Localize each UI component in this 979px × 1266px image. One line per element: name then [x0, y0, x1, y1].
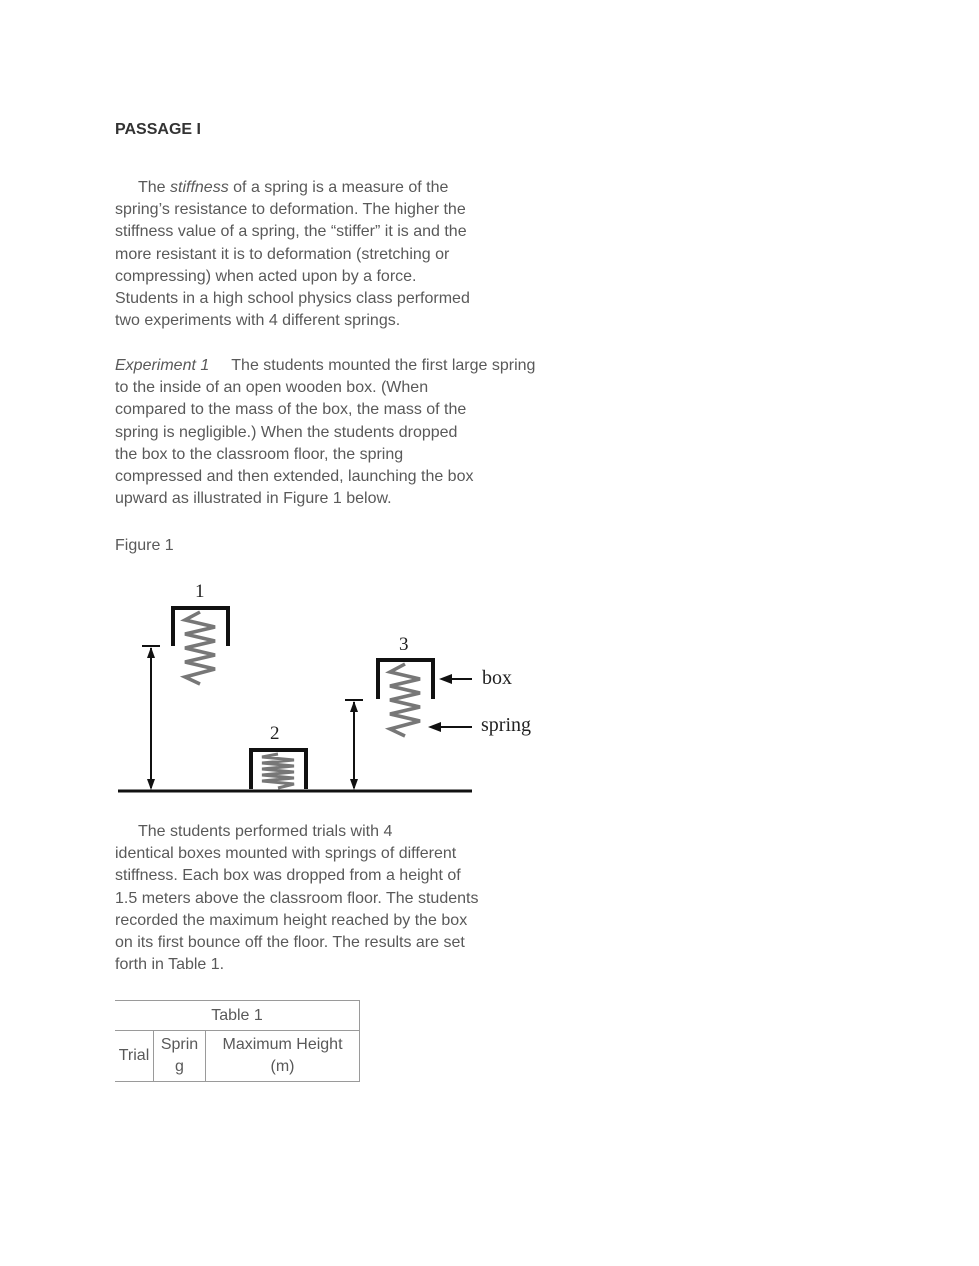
intro-paragraph: The stiffness of a spring is a measure of the spring’s resistance to deformation. The higher the stiffness value of a spring, the “stiffer” it is and the more resistant it is to deformation (stretching or compressing) when acted upon by a force. Students in a high school physics class performed two experiments with 4 different springs. [115, 179, 470, 330]
passage-title: PASSAGE I [115, 121, 201, 138]
box-position-1 [173, 581, 228, 684]
table-header-row [115, 1031, 360, 1082]
box-3 [378, 660, 433, 699]
spring-2 [262, 754, 294, 788]
drop-height-arrow [142, 646, 160, 790]
bounce-height-arrow [345, 700, 363, 790]
spring-1 [185, 612, 215, 684]
position-label-2: 2 [270, 723, 280, 744]
spring-3 [390, 664, 420, 736]
experiment-1-label: Experiment 1 [115, 357, 210, 374]
figure-1-caption: Figure 1 [115, 537, 174, 554]
figure-1-diagram [115, 574, 555, 800]
spring-label: spring [481, 714, 531, 736]
header-spring: Sprin g [154, 1031, 206, 1082]
table-caption: Table 1 [115, 1001, 360, 1031]
box-position-3 [378, 634, 433, 736]
box-position-2 [251, 723, 306, 789]
box-pointer [439, 667, 512, 689]
results-table [115, 1000, 360, 1082]
experiment-1-paragraph: Experiment 1 The students mounted the first large spring to the inside of an open wooden box. (When compared to the mass of the box, the mass of the spring is negligible.) When the students dropped the box to the classroom floor, the spring compressed and then extended, launching the box upward as illustrated in Figure 1 below. [115, 357, 536, 508]
header-max-height: Maximum Height (m) [206, 1031, 360, 1082]
position-label-1: 1 [195, 581, 205, 602]
header-trial: Trial [115, 1031, 154, 1082]
box-label: box [482, 667, 512, 689]
stiffness-term: stiffness [170, 179, 229, 196]
position-label-3: 3 [399, 634, 409, 655]
trials-paragraph: The students performed trials with 4 identical boxes mounted with springs of different stiffness. Each box was dropped from a height of 1.5 meters above the classroom floor. The students recorded the maximum height reached by the box on its first bounce off the floor. The results are set forth in Table 1. [115, 823, 479, 974]
spring-pointer [428, 714, 531, 736]
